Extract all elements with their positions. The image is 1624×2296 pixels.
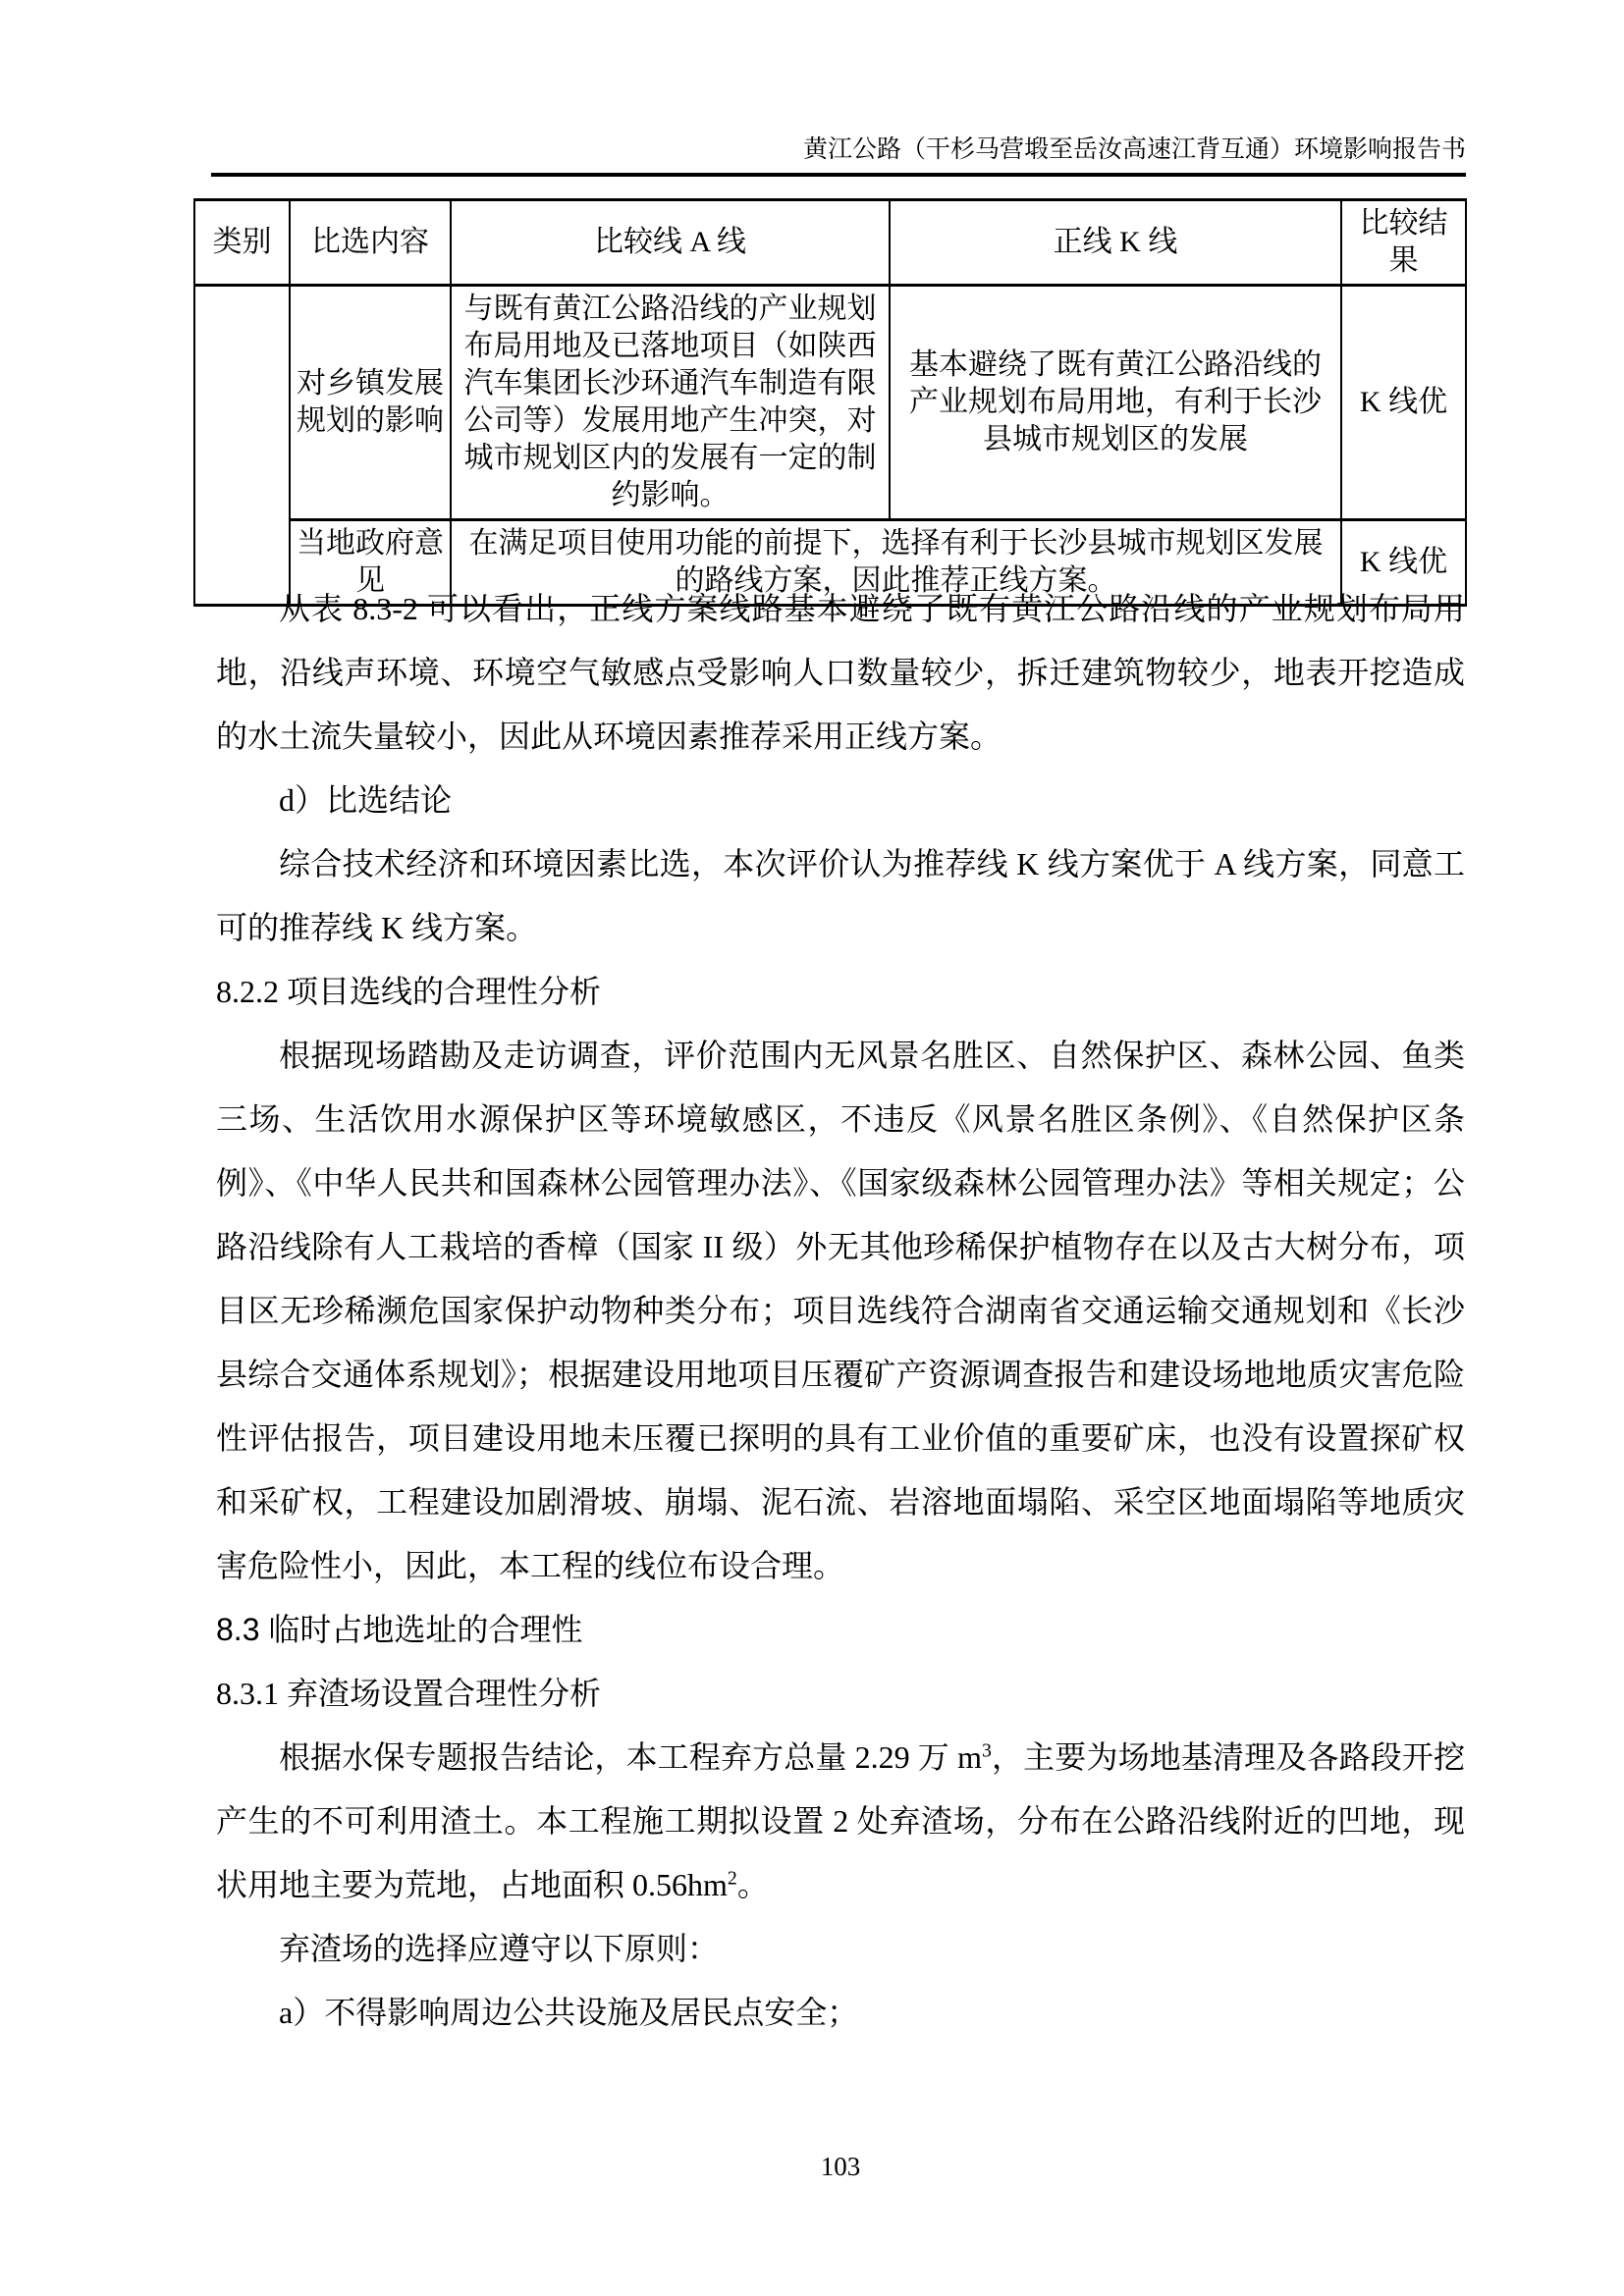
cell-category-empty: [194, 286, 290, 606]
cell-government-item: 当地政府意见: [290, 520, 451, 606]
table-header-line-a: 比较线 A 线: [451, 200, 890, 286]
spoil-text-part2: ，主要为场地基清理及各路段开挖产生的不可利用渣土。本工程施工期拟设置 2 处弃渣场，分布在公路沿线附近的凹地，现状用地主要为荒地，占地面积 0.56hm: [216, 1739, 1465, 1902]
heading-8-2-2: 8.2.2 项目选线的合理性分析: [216, 974, 602, 1009]
paragraph-comparison-conclusion: 综合技术经济和环境因素比选，本次评价认为推荐线 K 线方案优于 A 线方案，同意工可的推荐线 K 线方案。: [216, 846, 1465, 945]
running-header-title: 黄江公路（干杉马营塅至岳汝高速江背互通）环境影响报告书: [802, 136, 1466, 163]
table-row-planning: [194, 286, 1466, 520]
table-header-item: 比选内容: [290, 200, 451, 286]
header-rule: [211, 173, 1466, 177]
page-number: 103: [820, 2152, 861, 2181]
table-header-row: [194, 200, 1466, 286]
spoil-text-part1: 根据水保专题报告结论，本工程弃方总量 2.29 万 m: [279, 1739, 982, 1775]
table-header-result: 比较结果: [1341, 200, 1466, 286]
table-header-category: 类别: [194, 200, 290, 286]
table-header-line-k: 正线 K 线: [890, 200, 1341, 286]
paragraph-table-conclusion: 从表 8.3-2 可以看出，正线方案线路基本避绕了既有黄江公路沿线的产业规划布局用地，沿线声环境、环境空气敏感点受影响人口数量较少，拆迁建筑物较少，地表开挖造成的水土流失量较小，因此从环境因素推荐采用正线方案。: [216, 591, 1465, 754]
subheading-d-conclusion: d）比选结论: [279, 782, 453, 818]
spoil-text-part3: 。: [736, 1867, 769, 1902]
paragraph-route-rationality: 根据现场踏勘及走访调查，评价范围内无风景名胜区、自然保护区、森林公园、鱼类三场、生活饮用水源保护区等环境敏感区，不违反《风景名胜区条例》、《自然保护区条例》、《中华人民共和国森林公园管理办法》、《国家级森林公园管理办法》等相关规定；公路沿线除有人工栽培的香樟（国家 II 级）外无其他珍稀保护植物存在以及古大树分布，项目区无珍稀濒危国家保护动物种类分布；项目选线符合湖南省交通运输交通规划和《长沙县综合交通体系规划》；根据建设用地项目压覆矿产资源调查报告和建设场地地质灾害危险性评估报告，项目建设用地未压覆已探明的具有工业价值的重要矿床，也没有设置探矿权和采矿权，工程建设加剧滑坡、崩塌、泥石流、岩溶地面塌陷、采空区地面塌陷等地质灾害危险性小，因此，本工程的线位布设合理。: [216, 1038, 1465, 1583]
cubic-meter-superscript: 3: [981, 1739, 992, 1762]
hectare-superscript: 2: [727, 1867, 737, 1890]
heading-8-3-1: 8.3.1 弃渣场设置合理性分析: [216, 1676, 602, 1711]
paragraph-principle-a: a）不得影响周边公共设施及居民点安全；: [279, 1995, 859, 2030]
cell-planning-line-k: 基本避绕了既有黄江公路沿线的产业规划布局用地，有利于长沙县城市规划区的发展: [890, 286, 1341, 520]
paragraph-spoil-ground: [216, 1726, 1465, 1917]
body-content: [216, 577, 1465, 2045]
paragraph-principles-intro: 弃渣场的选择应遵守以下原则：: [279, 1931, 720, 1966]
comparison-table: [193, 198, 1467, 607]
cell-planning-result: K 线优: [1341, 286, 1466, 520]
cell-government-result: K 线优: [1341, 520, 1466, 606]
cell-government-opinion: 在满足项目使用功能的前提下，选择有利于长沙县城市规划区发展的路线方案，因此推荐正线方案。: [451, 520, 1341, 606]
heading-8-3: 8.3 临时占地选址的合理性: [216, 1612, 583, 1647]
cell-planning-line-a: 与既有黄江公路沿线的产业规划布局用地及已落地项目（如陕西汽车集团长沙环通汽车制造有限公司等）发展用地产生冲突，对城市规划区内的发展有一定的制约影响。: [451, 286, 890, 520]
cell-planning-item: 对乡镇发展规划的影响: [290, 286, 451, 520]
